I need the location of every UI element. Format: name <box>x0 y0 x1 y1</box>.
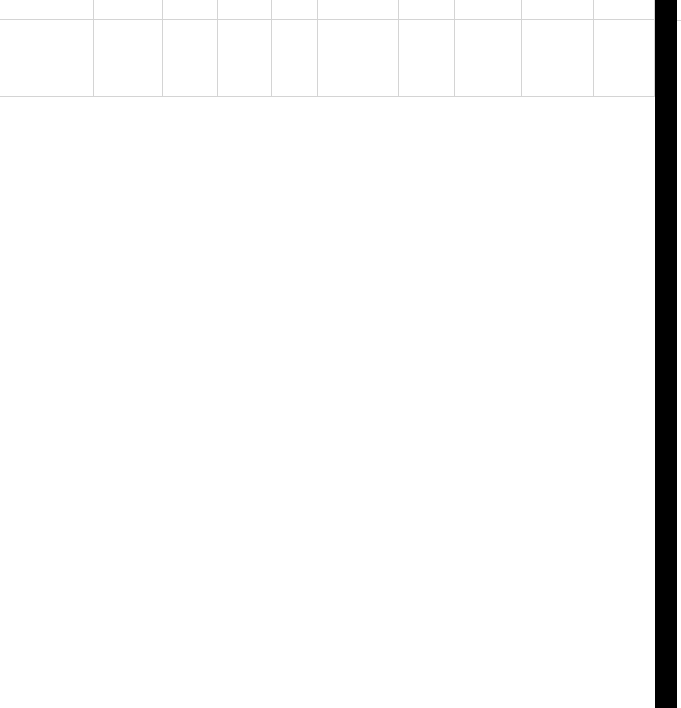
gridline <box>677 20 681 21</box>
header-active[interactable] <box>399 0 455 20</box>
header-total-cases[interactable] <box>94 0 163 20</box>
header-day-active[interactable] <box>455 20 522 97</box>
header-deaths[interactable] <box>218 20 272 97</box>
header-cases-new[interactable] <box>163 20 218 97</box>
header-7-mar[interactable] <box>522 0 594 20</box>
header-prev[interactable] <box>455 0 522 20</box>
header-row-sub <box>0 20 655 97</box>
black-strip <box>655 0 677 708</box>
header-new-deaths[interactable] <box>272 0 318 20</box>
header-cases[interactable] <box>94 20 163 97</box>
header-recovered[interactable] <box>318 20 399 97</box>
header-state[interactable] <box>0 20 94 97</box>
header-active-cases[interactable] <box>399 20 455 97</box>
header-30-day[interactable] <box>594 0 655 20</box>
header-deaths-new[interactable] <box>272 20 318 97</box>
header-growth-rate[interactable] <box>522 20 594 97</box>
header-new-cases[interactable] <box>163 0 218 20</box>
right-edge-sliver <box>677 0 681 708</box>
header-usa[interactable] <box>0 0 94 20</box>
header-total-recovered[interactable] <box>318 0 399 20</box>
header-growth-rate-ma[interactable] <box>594 20 655 97</box>
header-total-deaths[interactable] <box>218 0 272 20</box>
header-row-top <box>0 0 655 20</box>
